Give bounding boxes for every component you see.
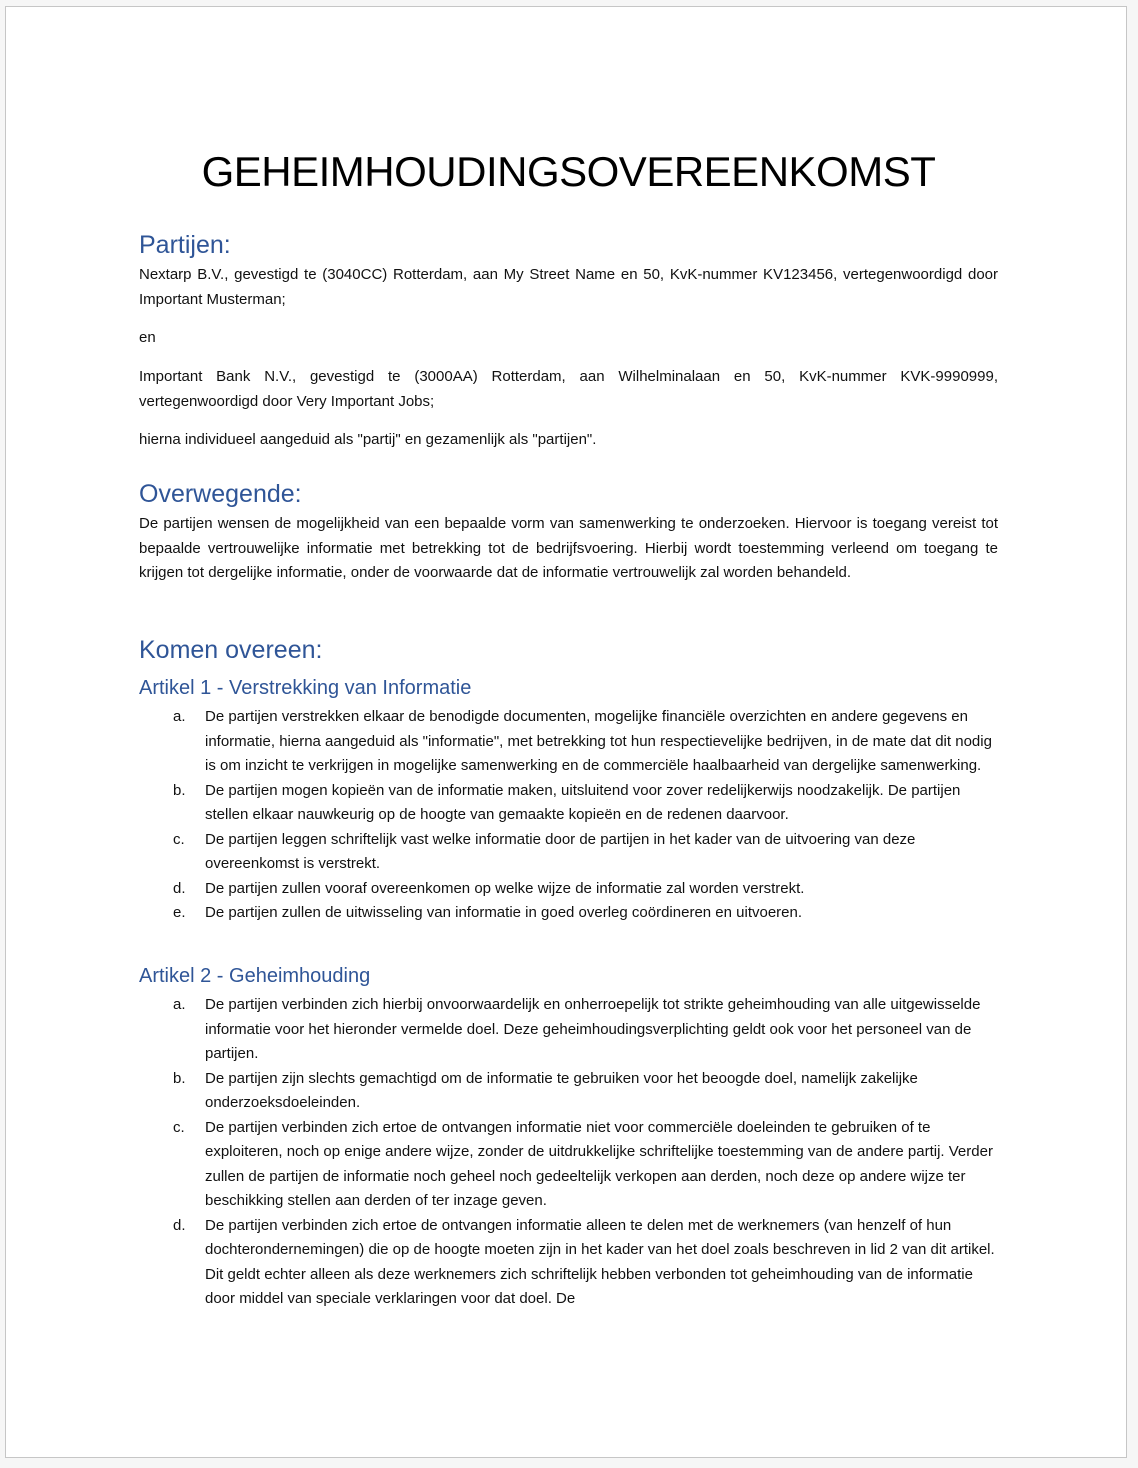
connector-en: en bbox=[139, 329, 156, 346]
artikel-1-item-c bbox=[139, 828, 998, 877]
list-marker: a. bbox=[173, 996, 186, 1013]
document-page bbox=[5, 6, 1127, 1458]
artikel-1-list bbox=[139, 705, 998, 926]
list-marker: e. bbox=[173, 904, 186, 921]
document-title: GEHEIMHOUDINGSOVEREENKOMST bbox=[201, 148, 936, 195]
list-item-text: De partijen verbinden zich hierbij onvoorwaardelijk en onherroepelijk tot strikte geheimhouding van alle uitgewisselde informatie voor het hieronder vermelde doel. Deze geheimhoudingsverplichting geldt ook voor het personeel van de partijen. bbox=[205, 996, 981, 1062]
list-marker: b. bbox=[173, 781, 186, 799]
list-marker: d. bbox=[173, 1216, 186, 1234]
list-item-text: De partijen zullen vooraf overeenkomen op welke wijze de informatie zal worden verstrekt. bbox=[205, 879, 805, 897]
artikel-2-item-a bbox=[139, 993, 998, 1067]
list-marker: c. bbox=[173, 830, 185, 848]
overwegende-paragraph: De partijen wensen de mogelijkheid van een bepaalde vorm van samenwerking te onderzoeken. Hiervoor is toegang vereist tot bepaalde vertrouwelijke informatie met betrekking tot de bedrijfsvoering. Hierbij wordt toestemming verleend om toegang te krijgen tot dergelijke informatie, onder de voorwaarde dat de informatie vertrouwelijk zal worden behandeld. bbox=[139, 515, 998, 581]
list-item-text: De partijen zullen de uitwisseling van informatie in goed overleg coördineren en uitvoeren. bbox=[205, 904, 803, 921]
artikel-1-item-d bbox=[139, 877, 998, 902]
heading-artikel-2: Artikel 2 - Geheimhouding bbox=[139, 965, 371, 987]
list-marker: c. bbox=[173, 1118, 185, 1136]
artikel-2-item-b bbox=[139, 1067, 998, 1116]
party-2-paragraph: Important Bank N.V., gevestigd te (3000AA) Rotterdam, aan Wilhelminalaan en 50, KvK-nummer KVK-9990999, vertegenwoordigd door Very Important Jobs; bbox=[139, 368, 998, 410]
heading-partijen: Partijen: bbox=[139, 231, 231, 259]
list-marker: a. bbox=[173, 708, 186, 725]
list-item-text: De partijen verbinden zich ertoe de ontvangen informatie alleen te delen met de werknemers (van henzelf of hun dochterondernemingen) die op de hoogte moeten zijn in het kader van het doel zoals beschreven in lid 2 van dit artikel. Dit geldt echter alleen als deze werknemers zich schriftelijk hebben verbonden tot geheimhouding van de informatie door middel van speciale verklaringen voor dat doel. De bbox=[205, 1216, 995, 1307]
definition-paragraph: hierna individueel aangeduid als "partij" en gezamenlijk als "partijen". bbox=[139, 431, 597, 448]
list-item-text: De partijen verbinden zich ertoe de ontvangen informatie niet voor commerciële doeleinden te gebruiken of te exploiteren, noch op enige andere wijze, zonder de uitdrukkelijke schriftelijke toestemming van de andere partij. Verder zullen de partijen de informatie noch geheel noch gedeeltelijk verkopen aan derden, noch deze op andere wijze ter beschikking stellen aan derden of ter inzage geven. bbox=[205, 1118, 993, 1209]
party-1-paragraph: Nextarp B.V., gevestigd te (3040CC) Rotterdam, aan My Street Name en 50, KvK-nummer KV123456, vertegenwoordigd door Important Musterman; bbox=[139, 266, 998, 308]
list-marker: d. bbox=[173, 879, 186, 897]
artikel-2-item-d bbox=[139, 1214, 998, 1312]
list-item-text: De partijen leggen schriftelijk vast welke informatie door de partijen in het kader van de uitvoering van deze overeenkomst is verstrekt. bbox=[205, 830, 916, 872]
artikel-1-item-a bbox=[139, 705, 998, 779]
list-item-text: De partijen zijn slechts gemachtigd om de informatie te gebruiken voor het beoogde doel, namelijk zakelijke onderzoeksdoeleinden. bbox=[205, 1069, 918, 1111]
artikel-2-item-c bbox=[139, 1116, 998, 1214]
artikel-2-list bbox=[139, 993, 998, 1312]
list-item-text: De partijen verstrekken elkaar de benodigde documenten, mogelijke financiële overzichten en andere gegevens en informatie, hierna aangeduid als "informatie", met betrekking tot hun respectievelijke bedrijven, in de mate dat dit nodig is om inzicht te verkrijgen in mogelijke samenwerking en de commerciële haalbaarheid van dergelijke samenwerking. bbox=[205, 708, 992, 774]
heading-artikel-1: Artikel 1 - Verstrekking van Informatie bbox=[139, 677, 472, 699]
artikel-1-item-b bbox=[139, 779, 998, 828]
heading-komen-overeen: Komen overeen: bbox=[139, 636, 323, 664]
list-marker: b. bbox=[173, 1069, 186, 1087]
artikel-1-item-e bbox=[139, 901, 998, 926]
heading-overwegende: Overwegende: bbox=[139, 480, 302, 508]
list-item-text: De partijen mogen kopieën van de informatie maken, uitsluitend voor zover redelijkerwijs noodzakelijk. De partijen stellen elkaar nauwkeurig op de hoogte van gemaakte kopieën en de redenen daarvoor. bbox=[205, 781, 961, 823]
